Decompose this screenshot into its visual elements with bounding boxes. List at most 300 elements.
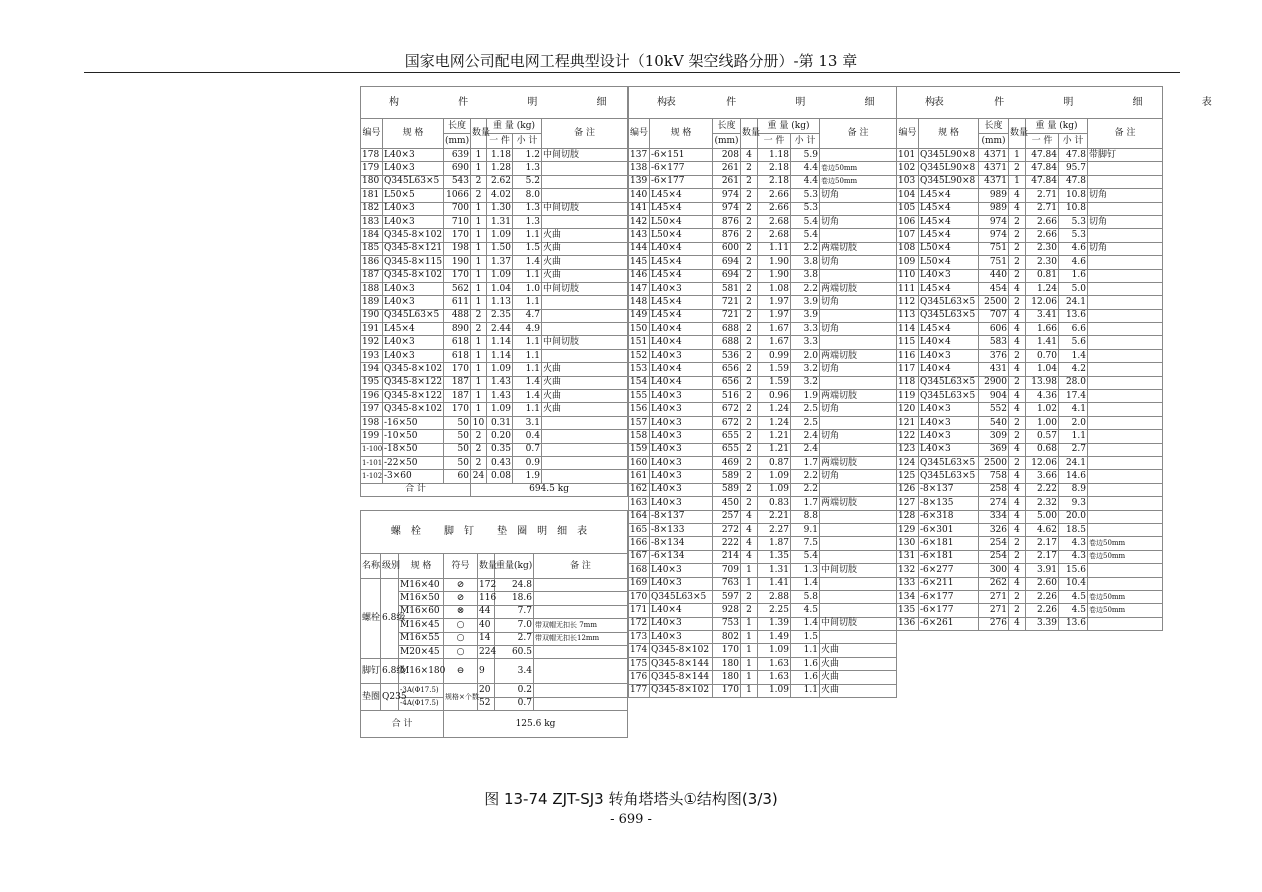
nail-symbol: ⊖ bbox=[444, 659, 478, 684]
item-qty: 4 bbox=[1009, 564, 1026, 577]
item-no: 170 bbox=[629, 590, 650, 603]
item-length: 190 bbox=[444, 256, 471, 269]
table-row bbox=[897, 590, 1163, 603]
item-length: 187 bbox=[444, 376, 471, 389]
bolt-weight: 2.7 bbox=[495, 632, 534, 645]
item-subtotal: 5.4 bbox=[791, 229, 820, 242]
item-qty: 2 bbox=[471, 430, 487, 443]
grade-q235: Q235 bbox=[381, 684, 399, 711]
item-remark bbox=[542, 349, 628, 362]
item-no: 179 bbox=[361, 162, 383, 175]
item-remark: 两端切肢 bbox=[820, 282, 897, 295]
item-subtotal: 9.1 bbox=[791, 523, 820, 536]
bolt-symbol: ⊘ bbox=[444, 592, 478, 605]
item-length: 180 bbox=[713, 657, 741, 670]
table-row bbox=[629, 550, 897, 563]
bolt-col-weight: 重量(kg) bbox=[495, 554, 534, 579]
item-spec: L40×3 bbox=[650, 430, 713, 443]
item-piece-weight: 1.41 bbox=[1026, 336, 1059, 349]
item-remark bbox=[542, 470, 628, 483]
item-subtotal: 0.4 bbox=[513, 430, 542, 443]
item-piece-weight: 2.66 bbox=[758, 189, 791, 202]
item-qty: 1 bbox=[471, 269, 487, 282]
table-row bbox=[361, 659, 628, 684]
item-piece-weight: 1.09 bbox=[487, 363, 513, 376]
item-spec: L40×3 bbox=[650, 631, 713, 644]
item-spec: L40×3 bbox=[919, 443, 979, 456]
item-subtotal: 1.6 bbox=[791, 657, 820, 670]
table-row bbox=[361, 483, 628, 496]
item-no: 184 bbox=[361, 229, 383, 242]
item-qty: 2 bbox=[471, 175, 487, 188]
bolt-symbol: ○ bbox=[444, 619, 478, 632]
item-spec: L40×3 bbox=[650, 617, 713, 630]
table-row bbox=[629, 577, 897, 590]
table-row bbox=[361, 215, 628, 228]
item-remark bbox=[820, 604, 897, 617]
item-spec: L40×3 bbox=[383, 149, 444, 162]
item-no: 175 bbox=[629, 657, 650, 670]
item-spec: L40×3 bbox=[919, 430, 979, 443]
item-piece-weight: 1.31 bbox=[487, 215, 513, 228]
item-subtotal: 5.3 bbox=[1059, 229, 1088, 242]
bolt-spec: M16×40 bbox=[399, 579, 444, 592]
item-subtotal: 8.0 bbox=[513, 189, 542, 202]
item-qty: 2 bbox=[741, 323, 758, 336]
item-subtotal: 5.0 bbox=[1059, 282, 1088, 295]
item-spec: Q345-8×102 bbox=[383, 229, 444, 242]
item-length: 763 bbox=[713, 577, 741, 590]
item-spec: Q345-8×102 bbox=[383, 363, 444, 376]
item-remark bbox=[1088, 323, 1163, 336]
item-subtotal: 1.7 bbox=[791, 456, 820, 469]
item-piece-weight: 1.87 bbox=[758, 537, 791, 550]
table-row bbox=[361, 282, 628, 295]
item-length: 1066 bbox=[444, 189, 471, 202]
item-length: 454 bbox=[979, 282, 1009, 295]
table-row bbox=[629, 657, 897, 670]
item-spec: L40×3 bbox=[919, 269, 979, 282]
item-spec: -6×301 bbox=[919, 523, 979, 536]
bolt-col-remark: 备 注 bbox=[534, 554, 628, 579]
component-table-right bbox=[896, 86, 1240, 631]
item-remark: 切角 bbox=[1088, 242, 1163, 255]
item-subtotal: 4.3 bbox=[1059, 537, 1088, 550]
item-spec: L40×3 bbox=[383, 336, 444, 349]
item-length: 222 bbox=[713, 537, 741, 550]
item-length: 974 bbox=[979, 215, 1009, 228]
item-no: 190 bbox=[361, 309, 383, 322]
table-row bbox=[361, 470, 628, 483]
table-row bbox=[361, 296, 628, 309]
item-subtotal: 4.4 bbox=[791, 162, 820, 175]
item-no: 108 bbox=[897, 242, 919, 255]
item-length: 376 bbox=[979, 349, 1009, 362]
item-qty: 1 bbox=[471, 336, 487, 349]
item-spec: L50×4 bbox=[919, 256, 979, 269]
item-piece-weight: 1.97 bbox=[758, 296, 791, 309]
item-qty: 2 bbox=[741, 376, 758, 389]
item-piece-weight: 1.41 bbox=[758, 577, 791, 590]
item-piece-weight: 0.81 bbox=[1026, 269, 1059, 282]
item-spec: Q345L63×5 bbox=[919, 456, 979, 469]
item-piece-weight: 1.04 bbox=[1026, 363, 1059, 376]
item-qty: 1 bbox=[471, 229, 487, 242]
item-subtotal: 3.9 bbox=[791, 309, 820, 322]
item-length: 989 bbox=[979, 189, 1009, 202]
item-subtotal: 2.0 bbox=[1059, 416, 1088, 429]
item-length: 890 bbox=[444, 323, 471, 336]
item-qty: 2 bbox=[741, 189, 758, 202]
item-spec: L40×3 bbox=[383, 349, 444, 362]
item-piece-weight: 2.68 bbox=[758, 229, 791, 242]
item-spec: -8×133 bbox=[650, 523, 713, 536]
item-qty: 2 bbox=[741, 229, 758, 242]
item-piece-weight: 1.21 bbox=[758, 430, 791, 443]
item-qty: 1 bbox=[1009, 149, 1026, 162]
item-spec: Q345-8×144 bbox=[650, 657, 713, 670]
item-no: 172 bbox=[629, 617, 650, 630]
item-length: 170 bbox=[713, 644, 741, 657]
item-spec: -6×181 bbox=[919, 550, 979, 563]
item-subtotal: 1.1 bbox=[513, 349, 542, 362]
item-piece-weight: 0.87 bbox=[758, 456, 791, 469]
item-spec: L45×4 bbox=[919, 202, 979, 215]
washer-remark: 规格×个数 bbox=[444, 684, 478, 711]
item-remark bbox=[1088, 483, 1163, 496]
item-piece-weight: 1.21 bbox=[758, 443, 791, 456]
item-spec: -8×134 bbox=[650, 537, 713, 550]
item-no: 192 bbox=[361, 336, 383, 349]
item-spec: L40×3 bbox=[919, 403, 979, 416]
item-piece-weight: 2.18 bbox=[758, 162, 791, 175]
item-subtotal: 4.6 bbox=[1059, 256, 1088, 269]
item-no: 134 bbox=[897, 590, 919, 603]
item-remark bbox=[1088, 497, 1163, 510]
item-no: 171 bbox=[629, 604, 650, 617]
item-length: 187 bbox=[444, 390, 471, 403]
item-remark bbox=[1088, 376, 1163, 389]
item-no: 164 bbox=[629, 510, 650, 523]
item-spec: L40×3 bbox=[383, 296, 444, 309]
bolt-col-spec: 规 格 bbox=[399, 554, 444, 579]
item-no: 129 bbox=[897, 523, 919, 536]
item-spec: L40×3 bbox=[650, 390, 713, 403]
bolt-remark bbox=[534, 605, 628, 618]
item-spec: Q345L90×8 bbox=[919, 149, 979, 162]
item-no: 152 bbox=[629, 349, 650, 362]
item-remark bbox=[820, 416, 897, 429]
table-row bbox=[629, 483, 897, 496]
item-remark bbox=[820, 590, 897, 603]
item-spec: -6×177 bbox=[919, 590, 979, 603]
item-subtotal: 5.4 bbox=[791, 550, 820, 563]
bolt-qty: 40 bbox=[478, 619, 495, 632]
item-qty: 2 bbox=[471, 309, 487, 322]
bolt-table bbox=[360, 510, 628, 738]
table-row bbox=[629, 215, 897, 228]
item-qty: 4 bbox=[741, 523, 758, 536]
item-remark bbox=[542, 430, 628, 443]
item-no: 1-101 bbox=[361, 456, 383, 469]
item-length: 214 bbox=[713, 550, 741, 563]
item-length: 562 bbox=[444, 282, 471, 295]
item-qty: 2 bbox=[741, 604, 758, 617]
item-remark: 火曲 bbox=[542, 269, 628, 282]
item-qty: 2 bbox=[1009, 296, 1026, 309]
table-row bbox=[897, 617, 1163, 630]
item-spec: Q345L63×5 bbox=[650, 590, 713, 603]
table-row bbox=[361, 336, 628, 349]
table-row bbox=[897, 296, 1163, 309]
item-no: 112 bbox=[897, 296, 919, 309]
item-spec: -16×50 bbox=[383, 416, 444, 429]
item-spec: -3×60 bbox=[383, 470, 444, 483]
col-no: 编号 bbox=[629, 119, 650, 149]
item-length: 876 bbox=[713, 215, 741, 228]
item-no: 169 bbox=[629, 577, 650, 590]
item-piece-weight: 1.00 bbox=[1026, 416, 1059, 429]
item-piece-weight: 1.31 bbox=[758, 564, 791, 577]
item-qty: 4 bbox=[741, 550, 758, 563]
item-spec: -6×177 bbox=[650, 162, 713, 175]
item-subtotal: 1.3 bbox=[513, 202, 542, 215]
table-row bbox=[897, 229, 1163, 242]
item-length: 431 bbox=[979, 363, 1009, 376]
item-piece-weight: 2.26 bbox=[1026, 604, 1059, 617]
nail-weight: 3.4 bbox=[495, 659, 534, 684]
item-piece-weight: 1.02 bbox=[1026, 403, 1059, 416]
item-no: 176 bbox=[629, 671, 650, 684]
item-no: 106 bbox=[897, 215, 919, 228]
item-piece-weight: 1.09 bbox=[758, 483, 791, 496]
item-spec: L45×4 bbox=[919, 282, 979, 295]
item-no: 113 bbox=[897, 309, 919, 322]
item-no: 128 bbox=[897, 510, 919, 523]
bolt-remark: 带双帽无扣长12mm bbox=[534, 632, 628, 645]
item-qty: 4 bbox=[1009, 363, 1026, 376]
table-row bbox=[629, 617, 897, 630]
item-remark: 切角 bbox=[820, 470, 897, 483]
col-remark: 备 注 bbox=[1088, 119, 1163, 149]
item-subtotal: 2.2 bbox=[791, 483, 820, 496]
item-no: 120 bbox=[897, 403, 919, 416]
item-piece-weight: 2.30 bbox=[1026, 242, 1059, 255]
col-spec: 规 格 bbox=[383, 119, 444, 149]
table-row bbox=[897, 202, 1163, 215]
item-remark: 中间切肢 bbox=[820, 617, 897, 630]
item-spec: Q345-8×122 bbox=[383, 376, 444, 389]
table-row bbox=[361, 456, 628, 469]
item-no: 196 bbox=[361, 390, 383, 403]
item-subtotal: 1.9 bbox=[791, 390, 820, 403]
item-qty: 1 bbox=[741, 671, 758, 684]
item-qty: 1 bbox=[471, 149, 487, 162]
table-row bbox=[629, 149, 897, 162]
item-piece-weight: 2.30 bbox=[1026, 256, 1059, 269]
item-spec: Q345L63×5 bbox=[919, 470, 979, 483]
col-length-unit: (mm) bbox=[979, 134, 1009, 149]
item-spec: L50×4 bbox=[650, 229, 713, 242]
item-length: 170 bbox=[444, 363, 471, 376]
item-length: 309 bbox=[979, 430, 1009, 443]
item-length: 672 bbox=[713, 403, 741, 416]
item-spec: Q345-8×102 bbox=[383, 269, 444, 282]
bolt-spec: M16×55 bbox=[399, 632, 444, 645]
item-spec: L45×4 bbox=[650, 189, 713, 202]
table-row bbox=[897, 175, 1163, 188]
bolt-col-qty: 数量 bbox=[478, 554, 495, 579]
item-qty: 2 bbox=[741, 256, 758, 269]
item-no: 181 bbox=[361, 189, 383, 202]
item-remark: 切角 bbox=[820, 363, 897, 376]
item-no: 121 bbox=[897, 416, 919, 429]
item-qty: 1 bbox=[1009, 175, 1026, 188]
item-remark: 火曲 bbox=[542, 390, 628, 403]
item-length: 170 bbox=[444, 403, 471, 416]
washer-blank bbox=[534, 697, 628, 710]
item-length: 656 bbox=[713, 376, 741, 389]
item-subtotal: 1.3 bbox=[513, 162, 542, 175]
item-subtotal: 1.1 bbox=[513, 229, 542, 242]
item-no: 194 bbox=[361, 363, 383, 376]
item-qty: 2 bbox=[1009, 537, 1026, 550]
item-qty: 4 bbox=[1009, 309, 1026, 322]
item-subtotal: 5.8 bbox=[791, 590, 820, 603]
item-no: 104 bbox=[897, 189, 919, 202]
item-piece-weight: 1.14 bbox=[487, 349, 513, 362]
item-remark bbox=[542, 309, 628, 322]
table-row bbox=[361, 684, 628, 697]
item-remark bbox=[820, 443, 897, 456]
item-no: 1-100 bbox=[361, 443, 383, 456]
item-qty: 2 bbox=[741, 390, 758, 403]
table-row bbox=[897, 215, 1163, 228]
item-qty: 1 bbox=[741, 577, 758, 590]
item-subtotal: 1.4 bbox=[513, 376, 542, 389]
item-no: 131 bbox=[897, 550, 919, 563]
item-spec: L40×3 bbox=[383, 162, 444, 175]
item-length: 536 bbox=[713, 349, 741, 362]
item-no: 137 bbox=[629, 149, 650, 162]
item-subtotal: 24.1 bbox=[1059, 456, 1088, 469]
item-piece-weight: 2.17 bbox=[1026, 537, 1059, 550]
item-subtotal: 1.5 bbox=[791, 631, 820, 644]
item-subtotal: 13.6 bbox=[1059, 309, 1088, 322]
item-subtotal: 95.7 bbox=[1059, 162, 1088, 175]
item-remark bbox=[820, 483, 897, 496]
item-remark bbox=[1088, 523, 1163, 536]
item-length: 581 bbox=[713, 282, 741, 295]
item-length: 2900 bbox=[979, 376, 1009, 389]
col-piece-weight: 一 件 bbox=[487, 134, 513, 149]
item-piece-weight: 12.06 bbox=[1026, 296, 1059, 309]
item-no: 102 bbox=[897, 162, 919, 175]
washer-spec: -4A(Φ17.5) bbox=[399, 697, 444, 710]
table-row bbox=[629, 256, 897, 269]
item-subtotal: 10.8 bbox=[1059, 202, 1088, 215]
item-piece-weight: 2.71 bbox=[1026, 202, 1059, 215]
table-row bbox=[629, 684, 897, 697]
table-row bbox=[897, 604, 1163, 617]
item-qty: 2 bbox=[741, 175, 758, 188]
item-subtotal: 4.3 bbox=[1059, 550, 1088, 563]
table-row bbox=[361, 632, 628, 645]
item-length: 516 bbox=[713, 390, 741, 403]
item-qty: 2 bbox=[1009, 550, 1026, 563]
item-no: 132 bbox=[897, 564, 919, 577]
item-no: 143 bbox=[629, 229, 650, 242]
item-piece-weight: 1.43 bbox=[487, 376, 513, 389]
item-piece-weight: 1.30 bbox=[487, 202, 513, 215]
table-row bbox=[897, 523, 1163, 536]
item-spec: L40×3 bbox=[650, 443, 713, 456]
item-spec: L45×4 bbox=[919, 323, 979, 336]
item-subtotal: 3.2 bbox=[791, 363, 820, 376]
item-subtotal: 4.7 bbox=[513, 309, 542, 322]
item-remark bbox=[542, 189, 628, 202]
table-row bbox=[361, 323, 628, 336]
col-weight: 重 量 (kg) bbox=[487, 119, 542, 134]
table-row bbox=[629, 376, 897, 389]
item-length: 50 bbox=[444, 416, 471, 429]
item-remark: 火曲 bbox=[820, 671, 897, 684]
item-qty: 2 bbox=[1009, 376, 1026, 389]
item-subtotal: 14.6 bbox=[1059, 470, 1088, 483]
item-piece-weight: 47.84 bbox=[1026, 162, 1059, 175]
item-qty: 2 bbox=[1009, 229, 1026, 242]
bolt-qty: 44 bbox=[478, 605, 495, 618]
item-spec: Q345-8×102 bbox=[383, 403, 444, 416]
bolt-remark: 带双帽无扣长 7mm bbox=[534, 619, 628, 632]
col-spec: 规 格 bbox=[919, 119, 979, 149]
item-subtotal: 20.0 bbox=[1059, 510, 1088, 523]
item-piece-weight: 0.43 bbox=[487, 456, 513, 469]
grade-6-8: 6.8级 bbox=[381, 579, 399, 659]
item-remark: 中间切肢 bbox=[820, 564, 897, 577]
item-spec: Q345L90×8 bbox=[919, 162, 979, 175]
item-no: 157 bbox=[629, 416, 650, 429]
item-remark bbox=[1088, 256, 1163, 269]
table-row bbox=[361, 202, 628, 215]
item-remark bbox=[1088, 456, 1163, 469]
table-row bbox=[897, 456, 1163, 469]
washer-qty: 52 bbox=[478, 697, 495, 710]
bolt-col-sym: 符号 bbox=[444, 554, 478, 579]
item-length: 552 bbox=[979, 403, 1009, 416]
item-no: 174 bbox=[629, 644, 650, 657]
table-row bbox=[361, 242, 628, 255]
item-length: 254 bbox=[979, 537, 1009, 550]
item-length: 369 bbox=[979, 443, 1009, 456]
table-row bbox=[629, 229, 897, 242]
item-qty: 4 bbox=[1009, 577, 1026, 590]
item-piece-weight: 1.35 bbox=[758, 550, 791, 563]
item-qty: 1 bbox=[741, 657, 758, 670]
item-no: 183 bbox=[361, 215, 383, 228]
table-row bbox=[629, 390, 897, 403]
item-spec: Q345-8×122 bbox=[383, 390, 444, 403]
item-qty: 2 bbox=[1009, 349, 1026, 362]
item-qty: 2 bbox=[1009, 604, 1026, 617]
item-subtotal: 1.2 bbox=[513, 149, 542, 162]
table-row bbox=[897, 242, 1163, 255]
item-length: 589 bbox=[713, 483, 741, 496]
col-length-unit: (mm) bbox=[713, 134, 741, 149]
item-piece-weight: 0.35 bbox=[487, 443, 513, 456]
table-row bbox=[361, 592, 628, 605]
item-remark bbox=[1088, 229, 1163, 242]
